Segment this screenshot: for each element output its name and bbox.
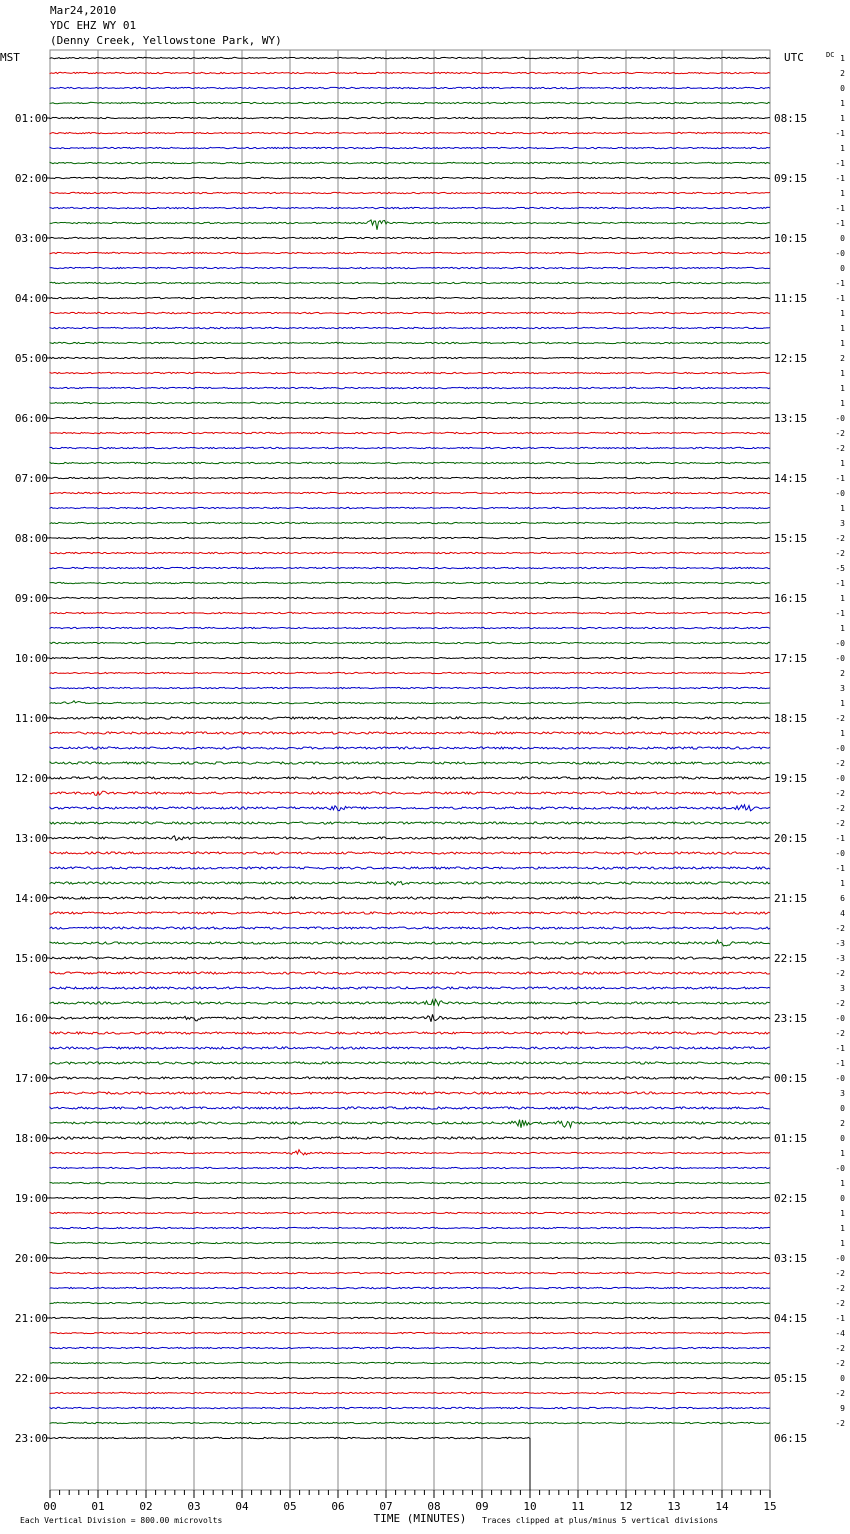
- seismic-trace: [50, 312, 770, 313]
- seismic-trace: [50, 1272, 770, 1273]
- dc-offset-label: -1: [835, 174, 845, 183]
- seismic-trace: [50, 432, 770, 433]
- dc-offset-label: -5: [835, 564, 845, 573]
- dc-offset-label: -0: [835, 1074, 845, 1083]
- seismic-trace: [50, 1047, 770, 1049]
- x-tick-label: 05: [283, 1500, 297, 1513]
- seismic-trace: [50, 582, 770, 583]
- seismic-trace: [50, 1212, 770, 1213]
- dc-offset-label: -0: [835, 1014, 845, 1023]
- seismic-trace: [50, 1092, 770, 1094]
- right-hour-label: 02:15: [774, 1192, 808, 1205]
- seismic-trace: [50, 1407, 770, 1408]
- left-hour-label: 04:00: [14, 292, 48, 305]
- right-hour-label: 19:15: [774, 772, 808, 785]
- seismic-trace: [50, 522, 770, 523]
- seismic-trace: [50, 897, 770, 899]
- dc-offset-label: -0: [835, 654, 845, 663]
- dc-offset-label: 0: [840, 84, 845, 93]
- seismic-trace: [50, 57, 770, 58]
- dc-offset-label: -2: [835, 549, 845, 558]
- seismic-trace: [50, 372, 770, 373]
- right-hour-label: 17:15: [774, 652, 808, 665]
- dc-offset-label: -2: [835, 1389, 845, 1398]
- dc-offset-label: -1: [835, 1314, 845, 1323]
- seismic-trace: [50, 836, 770, 841]
- seismic-trace: [50, 72, 770, 73]
- dc-offset-label: 0: [840, 264, 845, 273]
- seismic-trace: [50, 612, 770, 613]
- right-hour-label: 14:15: [774, 472, 808, 485]
- seismic-trace: [50, 717, 770, 719]
- left-timezone-label: MST: [0, 51, 20, 64]
- seismic-trace: [50, 672, 770, 673]
- x-tick-label: 04: [235, 1500, 249, 1513]
- right-hour-label: 04:15: [774, 1312, 808, 1325]
- left-hour-label: 15:00: [14, 952, 48, 965]
- left-hour-label: 20:00: [14, 1252, 48, 1265]
- dc-offset-label: 3: [840, 984, 845, 993]
- dc-offset-label: -2: [835, 924, 845, 933]
- seismic-trace: [50, 642, 770, 643]
- seismic-trace: [50, 701, 770, 704]
- dc-offset-label: -0: [835, 414, 845, 423]
- dc-offset-label: 1: [840, 54, 845, 63]
- left-hour-label: 17:00: [14, 1072, 48, 1085]
- seismic-trace: [50, 597, 770, 598]
- dc-offset-label: 1: [840, 369, 845, 378]
- seismic-trace: [50, 387, 770, 388]
- seismic-trace: [50, 1014, 770, 1021]
- right-hour-label: 18:15: [774, 712, 808, 725]
- seismic-trace: [50, 881, 770, 885]
- left-hour-label: 08:00: [14, 532, 48, 545]
- dc-offset-label: -0: [835, 249, 845, 258]
- left-hour-label: 22:00: [14, 1372, 48, 1385]
- seismic-trace: [50, 327, 770, 328]
- seismic-trace: [50, 1062, 770, 1064]
- seismic-trace: [50, 237, 770, 238]
- dc-offset-label: -2: [835, 1299, 845, 1308]
- x-tick-label: 15: [763, 1500, 777, 1513]
- seismic-trace: [50, 987, 770, 989]
- dc-offset-label: 3: [840, 684, 845, 693]
- left-hour-label: 23:00: [14, 1432, 48, 1445]
- seismic-trace: [50, 1317, 770, 1318]
- left-hour-label: 06:00: [14, 412, 48, 425]
- dc-offset-label: 1: [840, 699, 845, 708]
- x-tick-label: 06: [331, 1500, 345, 1513]
- seismic-trace: [50, 805, 770, 811]
- left-hour-label: 16:00: [14, 1012, 48, 1025]
- dc-offset-label: 3: [840, 1089, 845, 1098]
- dc-offset-label: -0: [835, 489, 845, 498]
- seismic-trace: [50, 957, 770, 959]
- dc-offset-label: 1: [840, 1149, 845, 1158]
- dc-offset-label: -1: [835, 579, 845, 588]
- dc-offset-label: 2: [840, 354, 845, 363]
- dc-offset-label: 1: [840, 729, 845, 738]
- plot-frame: [50, 50, 770, 1490]
- right-hour-label: 09:15: [774, 172, 808, 185]
- dc-offset-label: 1: [840, 189, 845, 198]
- right-hour-label: 15:15: [774, 532, 808, 545]
- seismic-trace: [50, 1242, 770, 1243]
- seismic-trace: [50, 747, 770, 749]
- dc-offset-label: -2: [835, 1344, 845, 1353]
- seismic-trace: [50, 1107, 770, 1109]
- dc-offset-label: 9: [840, 1404, 845, 1413]
- dc-offset-label: 6: [840, 894, 845, 903]
- dc-header-label: DC: [826, 51, 835, 59]
- dc-offset-label: 0: [840, 1104, 845, 1113]
- seismic-trace: [50, 852, 770, 854]
- dc-offset-label: -1: [835, 279, 845, 288]
- dc-offset-label: -1: [835, 129, 845, 138]
- dc-offset-label: -2: [835, 999, 845, 1008]
- seismic-trace: [50, 177, 770, 178]
- right-hour-label: 20:15: [774, 832, 808, 845]
- seismic-trace: [50, 507, 770, 508]
- dc-offset-label: -2: [835, 1419, 845, 1428]
- seismic-trace: [50, 999, 770, 1006]
- seismic-trace: [50, 1197, 770, 1198]
- seismic-trace: [50, 267, 770, 268]
- right-timezone-label: UTC: [784, 51, 804, 64]
- dc-offset-label: -2: [835, 714, 845, 723]
- dc-offset-label: 1: [840, 399, 845, 408]
- dc-offset-label: -2: [835, 1284, 845, 1293]
- dc-offset-label: -2: [835, 429, 845, 438]
- dc-offset-label: 1: [840, 309, 845, 318]
- seismic-trace: [50, 867, 770, 869]
- dc-offset-label: -2: [835, 1269, 845, 1278]
- dc-offset-label: -1: [835, 219, 845, 228]
- dc-offset-label: -2: [835, 969, 845, 978]
- left-hour-label: 02:00: [14, 172, 48, 185]
- right-hour-label: 13:15: [774, 412, 808, 425]
- seismic-trace: [50, 927, 770, 929]
- dc-offset-label: -2: [835, 444, 845, 453]
- seismic-trace: [50, 972, 770, 974]
- seismic-trace: [50, 1227, 770, 1228]
- dc-offset-label: -1: [835, 474, 845, 483]
- right-hour-label: 08:15: [774, 112, 808, 125]
- dc-offset-label: -1: [835, 864, 845, 873]
- left-hour-label: 13:00: [14, 832, 48, 845]
- x-tick-label: 09: [475, 1500, 489, 1513]
- dc-offset-label: -0: [835, 774, 845, 783]
- dc-offset-label: 1: [840, 594, 845, 603]
- seismic-trace: [50, 402, 770, 403]
- dc-offset-label: 2: [840, 69, 845, 78]
- dc-offset-label: 1: [840, 1224, 845, 1233]
- dc-offset-label: 0: [840, 1194, 845, 1203]
- right-hour-label: 22:15: [774, 952, 808, 965]
- left-hour-label: 05:00: [14, 352, 48, 365]
- dc-offset-label: 1: [840, 99, 845, 108]
- dc-offset-label: -0: [835, 744, 845, 753]
- dc-offset-label: -2: [835, 759, 845, 768]
- seismic-trace: [50, 102, 770, 103]
- x-tick-label: 03: [187, 1500, 201, 1513]
- seismic-trace: [50, 657, 770, 658]
- right-hour-label: 00:15: [774, 1072, 808, 1085]
- seismic-trace: [50, 1182, 770, 1183]
- seismic-trace: [50, 791, 770, 795]
- dc-offset-label: 2: [840, 669, 845, 678]
- seismic-trace: [50, 147, 770, 148]
- dc-offset-label: 1: [840, 144, 845, 153]
- seismic-trace: [50, 357, 770, 358]
- seismic-trace: [50, 1120, 770, 1128]
- seismic-trace: [50, 552, 770, 553]
- left-hour-label: 12:00: [14, 772, 48, 785]
- dc-offset-label: 1: [840, 1209, 845, 1218]
- left-hour-label: 03:00: [14, 232, 48, 245]
- left-hour-label: 21:00: [14, 1312, 48, 1325]
- dc-offset-label: 0: [840, 234, 845, 243]
- dc-offset-label: 1: [840, 1179, 845, 1188]
- seismic-trace: [50, 1077, 770, 1079]
- dc-offset-label: 4: [840, 909, 845, 918]
- dc-offset-label: -1: [835, 834, 845, 843]
- date-label: Mar24,2010: [50, 4, 117, 17]
- right-hour-label: 10:15: [774, 232, 808, 245]
- seismic-trace: [50, 1287, 770, 1288]
- left-hour-label: 11:00: [14, 712, 48, 725]
- x-tick-label: 00: [43, 1500, 57, 1513]
- seismic-trace: [50, 537, 770, 538]
- dc-offset-label: 0: [840, 1374, 845, 1383]
- right-hour-label: 12:15: [774, 352, 808, 365]
- seismic-trace: [50, 567, 770, 568]
- dc-offset-label: -1: [835, 1059, 845, 1068]
- dc-offset-label: 0: [840, 1134, 845, 1143]
- seismic-trace: [50, 417, 770, 418]
- dc-offset-label: -0: [835, 1254, 845, 1263]
- dc-offset-label: -2: [835, 804, 845, 813]
- dc-offset-label: 1: [840, 1239, 845, 1248]
- seismic-trace: [50, 477, 770, 478]
- x-tick-label: 02: [139, 1500, 153, 1513]
- dc-offset-label: 1: [840, 879, 845, 888]
- dc-offset-label: -4: [835, 1329, 845, 1338]
- dc-offset-label: -1: [835, 294, 845, 303]
- dc-offset-label: -1: [835, 1044, 845, 1053]
- dc-offset-label: -3: [835, 939, 845, 948]
- dc-offset-label: -2: [835, 1359, 845, 1368]
- x-axis-title: TIME (MINUTES): [373, 1512, 467, 1525]
- x-tick-label: 12: [619, 1500, 633, 1513]
- x-tick-label: 13: [667, 1500, 681, 1513]
- seismic-trace: [50, 282, 770, 283]
- x-tick-label: 14: [715, 1500, 729, 1513]
- right-hour-label: 16:15: [774, 592, 808, 605]
- seismic-trace: [50, 1137, 770, 1139]
- left-hour-label: 14:00: [14, 892, 48, 905]
- dc-offset-label: 1: [840, 324, 845, 333]
- seismic-trace: [50, 1150, 770, 1155]
- seismic-trace: [50, 220, 770, 230]
- dc-offset-label: 1: [840, 339, 845, 348]
- right-hour-label: 01:15: [774, 1132, 808, 1145]
- dc-offset-label: 1: [840, 624, 845, 633]
- seismic-trace: [50, 1302, 770, 1303]
- right-hour-label: 03:15: [774, 1252, 808, 1265]
- dc-offset-label: -0: [835, 849, 845, 858]
- seismic-trace: [50, 297, 770, 298]
- seismic-trace: [50, 462, 770, 463]
- right-hour-label: 23:15: [774, 1012, 808, 1025]
- left-hour-label: 09:00: [14, 592, 48, 605]
- footer-clip-note: Traces clipped at plus/minus 5 vertical divisions: [482, 1516, 719, 1525]
- seismic-trace: [50, 342, 770, 343]
- seismic-trace: [50, 732, 770, 734]
- x-tick-label: 11: [571, 1500, 585, 1513]
- channel-label: YDC EHZ WY 01: [50, 19, 137, 32]
- seismic-trace: [50, 822, 770, 824]
- left-hour-label: 19:00: [14, 1192, 48, 1205]
- seismic-trace: [50, 912, 770, 914]
- dc-offset-label: -2: [835, 789, 845, 798]
- seismic-trace: [50, 1332, 770, 1333]
- seismic-trace: [50, 1257, 770, 1258]
- footer-scale-note: Each Vertical Division = 800.00 microvolts: [20, 1516, 223, 1525]
- left-hour-label: 18:00: [14, 1132, 48, 1145]
- seismic-trace: [50, 940, 770, 946]
- dc-offset-label: -1: [835, 609, 845, 618]
- x-tick-label: 10: [523, 1500, 537, 1513]
- dc-offset-label: 1: [840, 384, 845, 393]
- dc-offset-label: 1: [840, 504, 845, 513]
- seismic-trace: [50, 117, 770, 118]
- seismic-trace: [50, 1422, 770, 1423]
- dc-offset-label: -0: [835, 639, 845, 648]
- dc-offset-label: 3: [840, 519, 845, 528]
- seismic-trace: [50, 192, 770, 193]
- dc-offset-label: -0: [835, 1164, 845, 1173]
- right-hour-label: 06:15: [774, 1432, 808, 1445]
- seismic-trace: [50, 1362, 770, 1363]
- seismic-trace: [50, 132, 770, 133]
- seismic-trace: [50, 447, 770, 448]
- right-hour-label: 21:15: [774, 892, 808, 905]
- x-tick-label: 08: [427, 1500, 441, 1513]
- left-hour-label: 01:00: [14, 112, 48, 125]
- dc-offset-label: 1: [840, 114, 845, 123]
- left-hour-label: 10:00: [14, 652, 48, 665]
- x-tick-label: 07: [379, 1500, 393, 1513]
- seismic-trace: [50, 627, 770, 628]
- seismic-trace: [50, 207, 770, 208]
- dc-offset-label: 1: [840, 459, 845, 468]
- seismic-trace: [50, 162, 770, 163]
- x-tick-label: 01: [91, 1500, 105, 1513]
- dc-offset-label: -2: [835, 819, 845, 828]
- seismic-trace: [50, 762, 770, 764]
- dc-offset-label: -2: [835, 534, 845, 543]
- seismic-trace: [50, 1167, 770, 1168]
- dc-offset-label: 2: [840, 1119, 845, 1128]
- seismic-trace: [50, 87, 770, 88]
- seismic-trace: [50, 1377, 770, 1378]
- right-hour-label: 11:15: [774, 292, 808, 305]
- dc-offset-label: -2: [835, 1029, 845, 1038]
- seismic-trace: [50, 687, 770, 688]
- seismic-trace: [50, 777, 770, 779]
- dc-offset-label: -1: [835, 204, 845, 213]
- dc-offset-label: -3: [835, 954, 845, 963]
- location-label: (Denny Creek, Yellowstone Park, WY): [50, 34, 282, 47]
- left-hour-label: 07:00: [14, 472, 48, 485]
- seismic-trace: [50, 1347, 770, 1348]
- seismic-trace: [50, 1392, 770, 1393]
- dc-offset-label: -1: [835, 159, 845, 168]
- seismic-trace: [50, 252, 770, 253]
- seismic-trace: [50, 492, 770, 493]
- seismic-trace: [50, 1032, 770, 1034]
- right-hour-label: 05:15: [774, 1372, 808, 1385]
